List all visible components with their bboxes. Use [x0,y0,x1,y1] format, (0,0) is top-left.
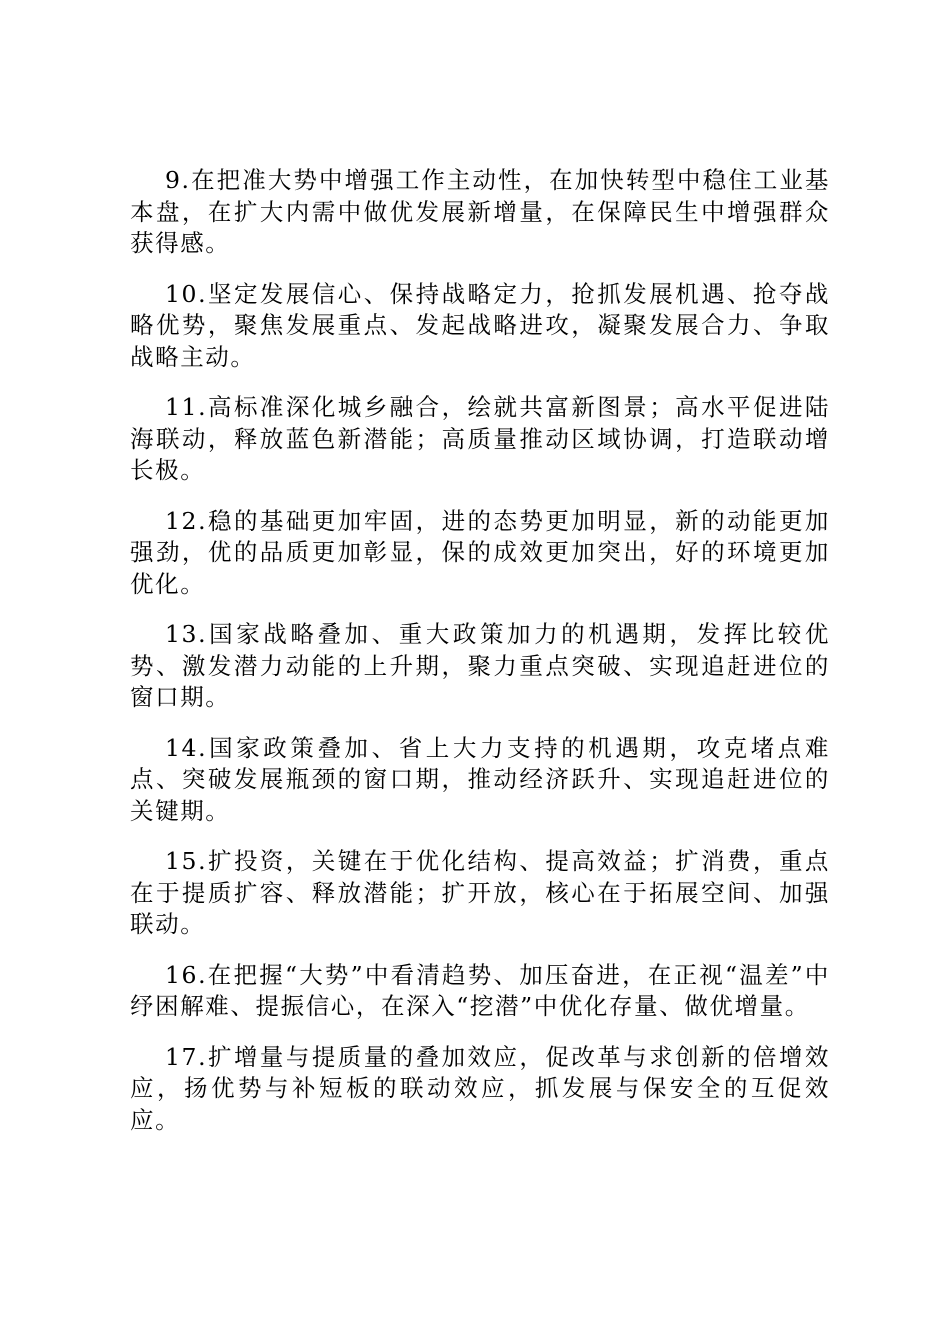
document-body [130,165,830,1155]
paragraph-17: 17.扩增量与提质量的叠加效应，促改革与求创新的倍增效应，扬优势与补短板的联动效应，抓发展与保安全的互促效应。 [130,1042,830,1134]
paragraph-9: 9.在把准大势中增强工作主动性，在加快转型中稳住工业基本盘，在扩大内需中做优发展新增量，在保障民生中增强群众获得感。 [130,166,830,257]
paragraph-16: 16.在把握“大势”中看清趋势、加压奋进，在正视“温差”中纾困解难、提振信心，在深入“挖潜”中优化存量、做优增量。 [130,960,830,1020]
paragraph-15: 15.扩投资，关键在于优化结构、提高效益；扩消费，重点在于提质扩容、释放潜能；扩开放，核心在于拓展空间、加强联动。 [130,847,830,938]
paragraph-14: 14.国家政策叠加、省上大力支持的机遇期，攻克堵点难点、突破发展瓶颈的窗口期，推动经济跃升、实现追赶进位的关键期。 [130,733,830,825]
paragraph-10: 10.坚定发展信心、保持战略定力，抢抓发展机遇、抢夺战略优势，聚焦发展重点、发起战略进攻，凝聚发展合力、争取战略主动。 [130,279,830,371]
paragraph-12: 12.稳的基础更加牢固，进的态势更加明显，新的动能更加强劲，优的品质更加彰显，保的成效更加突出，好的环境更加优化。 [130,506,830,598]
paragraph-11: 11.高标准深化城乡融合，绘就共富新图景；高水平促进陆海联动，释放蓝色新潜能；高质量推动区域协调，打造联动增长极。 [130,393,830,484]
paragraph-13: 13.国家战略叠加、重大政策加力的机遇期，发挥比较优势、激发潜力动能的上升期，聚力重点突破、实现追赶进位的窗口期。 [130,620,830,711]
